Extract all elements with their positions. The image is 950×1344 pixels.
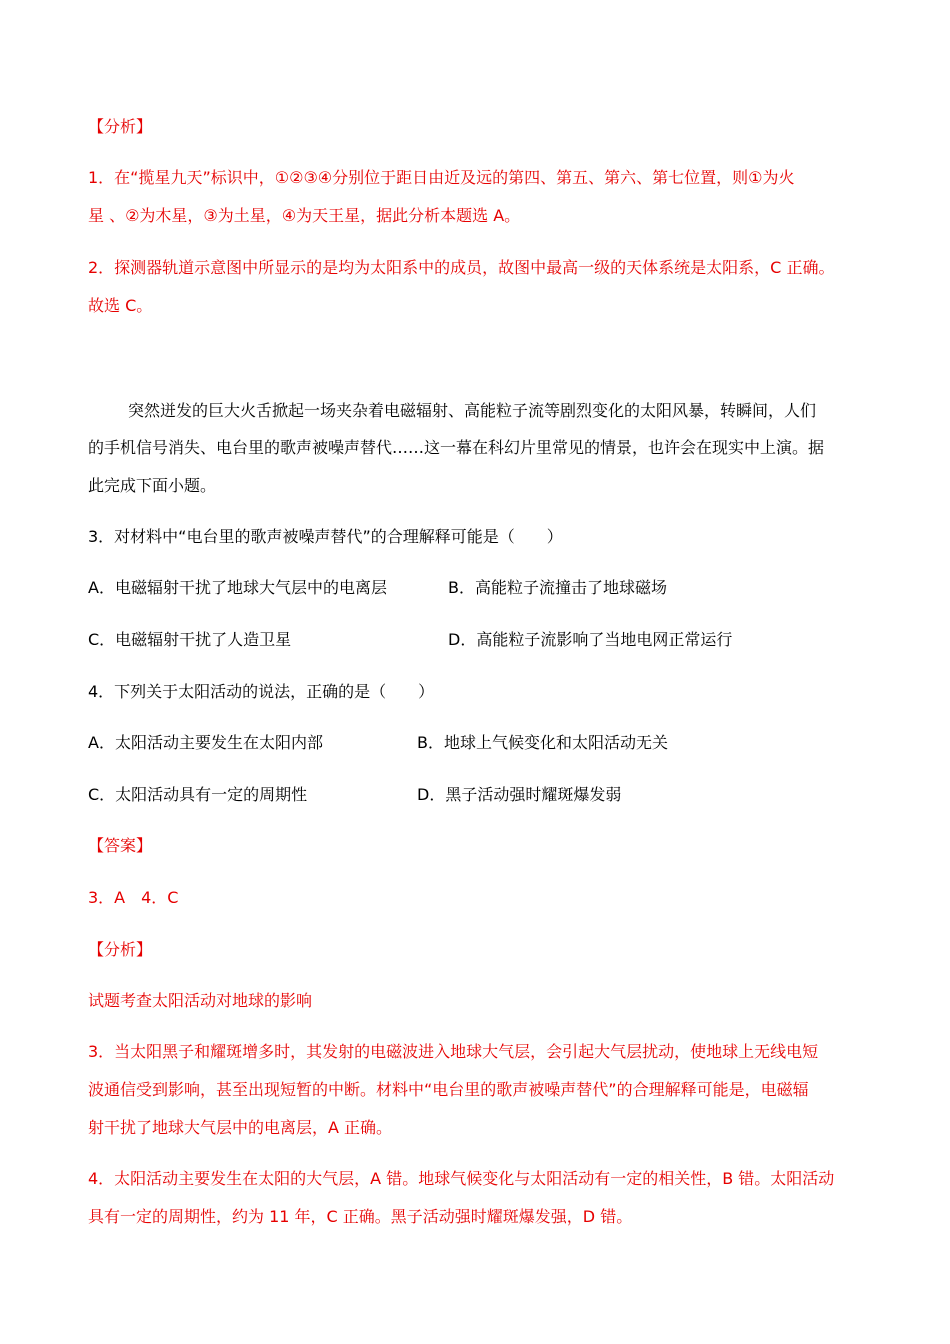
analysis-q1-line1: 1．在“揽星九天”标识中，①②③④分别位于距日由近及远的第四、第五、第六、第七位置，则①为火 [88, 168, 795, 187]
answer-text: 3．A 4．C [88, 888, 179, 907]
question3-option-c: C．电磁辐射干扰了人造卫星 [88, 630, 292, 649]
question4-stem: 4．下列关于太阳活动的说法，正确的是（ ） [88, 682, 435, 701]
analysis-q3-line1: 3．当太阳黑子和耀斑增多时，其发射的电磁波进入地球大气层，会引起大气层扰动，使地球上无线电短 [88, 1042, 819, 1061]
question3-option-b: B．高能粒子流撞击了地球磁场 [448, 578, 667, 597]
material-line3: 此完成下面小题。 [88, 476, 217, 495]
analysis-q2-line2: 故选 C。 [88, 296, 153, 315]
material-line1: 突然迸发的巨大火舌掀起一场夹杂着电磁辐射、高能粒子流等剧烈变化的太阳风暴，转瞬间，人们 [128, 401, 817, 420]
question3-option-d: D．高能粒子流影响了当地电网正常运行 [448, 630, 733, 649]
question4-option-a: A．太阳活动主要发生在太阳内部 [88, 733, 323, 752]
analysis-heading-2: 【分析】 [88, 940, 153, 959]
question4-option-b: B．地球上气候变化和太阳活动无关 [417, 733, 668, 752]
analysis-heading-1: 【分析】 [88, 117, 153, 136]
question3-option-a: A．电磁辐射干扰了地球大气层中的电离层 [88, 578, 387, 597]
question4-option-d: D．黑子活动强时耀斑爆发弱 [417, 785, 622, 804]
analysis-intro: 试题考查太阳活动对地球的影响 [88, 991, 313, 1010]
question4-option-c: C．太阳活动具有一定的周期性 [88, 785, 308, 804]
answer-heading: 【答案】 [88, 836, 153, 855]
material-line2: 的手机信号消失、电台里的歌声被噪声替代……这一幕在科幻片里常见的情景，也许会在现实中上演。据 [88, 438, 825, 457]
analysis-q1-line2: 星 、②为木星，③为土星，④为天王星，据此分析本题选 A。 [88, 206, 521, 225]
analysis-q2-line1: 2．探测器轨道示意图中所显示的是均为太阳系中的成员，故图中最高一级的天体系统是太阳系，C 正确。 [88, 258, 835, 277]
question3-stem: 3．对材料中“电台里的歌声被噪声替代”的合理解释可能是（ ） [88, 527, 563, 546]
analysis-q4-line2: 具有一定的周期性，约为 11 年，C 正确。黑子活动强时耀斑爆发强，D 错。 [88, 1207, 633, 1226]
analysis-q3-line3: 射干扰了地球大气层中的电离层，A 正确。 [88, 1118, 393, 1137]
analysis-q3-line2: 波通信受到影响，甚至出现短暂的中断。材料中“电台里的歌声被噪声替代”的合理解释可能是，电磁辐 [88, 1080, 809, 1099]
analysis-q4-line1: 4．太阳活动主要发生在太阳的大气层，A 错。地球气候变化与太阳活动有一定的相关性，B 错。太阳活动 [88, 1169, 835, 1188]
